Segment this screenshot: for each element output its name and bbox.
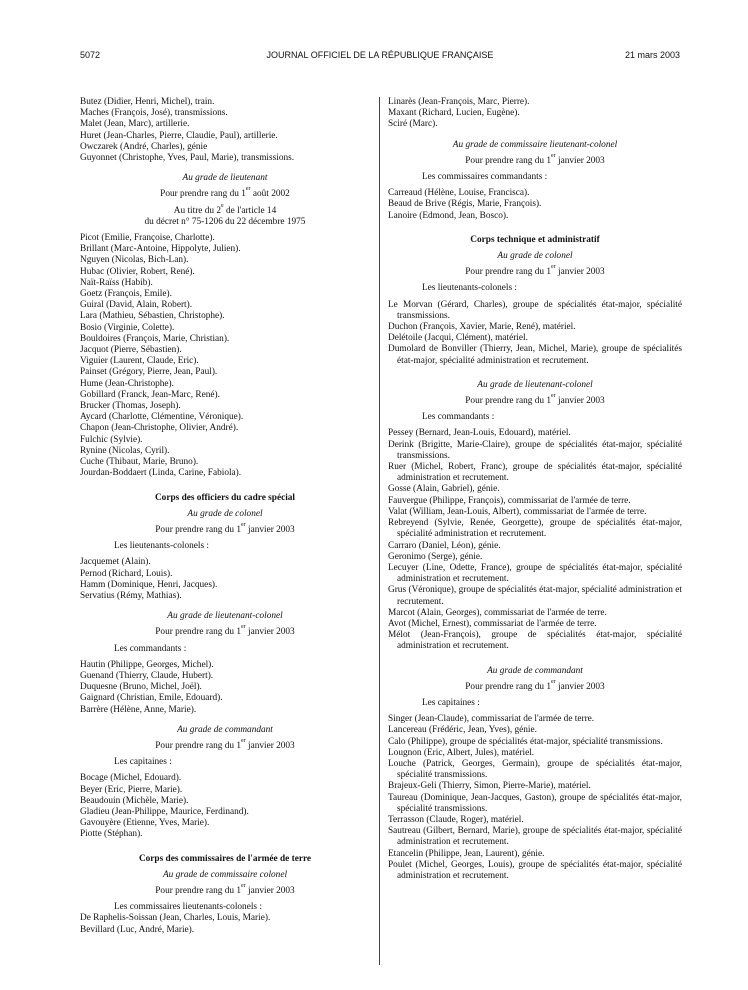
officer-entry: Goetz (François, Emile). [80, 289, 172, 300]
corps-heading: Corps des officiers du cadre spécial [154, 492, 296, 503]
officer-entry: Lara (Mathieu, Sébastien, Christophe). [80, 311, 225, 322]
officer-entry: Jacquemet (Alain). [80, 557, 151, 568]
officer-entry: Malet (Jean, Marc), artillerie. [80, 119, 190, 130]
section-grade-heading: Au grade de colonel [187, 508, 263, 519]
officer-entry: Grus (Véronique), groupe de spécialités état-major, spécialité administration et recrutement. [388, 585, 682, 607]
officer-entry: Dumolard de Bonviller (Thierry, Jean, Michel, Marie), groupe de spécialités état-major, spécialité administration et recrutement. [388, 344, 682, 366]
left-column [80, 97, 370, 936]
officer-entry: Servatius (Rémy, Mathias). [80, 590, 182, 601]
officer-entry: Hamm (Dominique, Henri, Jacques). [80, 579, 218, 590]
officer-entry: Rebreyend (Sylvie, Renée, Georgette), groupe de spécialités état-major, spécialité administration et recrutement. [388, 518, 682, 540]
officer-entry: Gobillard (Franck, Jean-Marc, René). [80, 389, 220, 400]
officer-entry: Le Morvan (Gérard, Charles), groupe de spécialités état-major, spécialité transmissions. [388, 299, 682, 321]
name-list [80, 660, 370, 716]
officer-entry: Guenand (Thierry, Claude, Hubert). [80, 670, 214, 681]
officer-entry: Bevillard (Luc, André, Marie). [80, 924, 195, 935]
corps-heading: Corps des commissaires de l'armée de terre [138, 853, 312, 864]
officer-entry: Painset (Grégory, Pierre, Jean, Paul). [80, 367, 218, 378]
officer-entry: Ruer (Michel, Robert, Franc), groupe de spécialités état-major, spécialité administration et recrutement. [388, 462, 682, 484]
rang-line: Pour prendre rang du 1er janvier 2003 [465, 393, 605, 407]
page-header [80, 50, 680, 64]
name-list [80, 97, 370, 164]
officer-entry: Aycard (Charlotte, Clémentine, Véronique). [80, 412, 244, 423]
officer-entry: Valat (William, Jean-Louis, Albert), commissariat de l'armée de terre. [388, 506, 647, 517]
rang-line: Pour prendre rang du 1er janvier 2003 [465, 152, 605, 166]
officer-entry: Picot (Emilie, Françoise, Charlotte). [80, 233, 215, 244]
officer-entry: Hume (Jean-Christophe). [80, 378, 174, 389]
name-list [388, 714, 682, 882]
corps-heading: Corps technique et administratif [470, 234, 600, 245]
officer-entry: Lanoire (Edmond, Jean, Bosco). [388, 210, 509, 221]
officer-entry: Delétoile (Jacqui, Clément), matériel. [388, 333, 528, 344]
journal-title: JOURNAL OFFICIEL DE LA RÉPUBLIQUE FRANÇAISE [266, 50, 494, 60]
officer-entry: Brillant (Marc-Antoine, Hippolyte, Julien). [80, 244, 241, 255]
rank-label: Les commissaires commandants : [422, 172, 548, 183]
rank-label: Les capitaines : [422, 697, 480, 708]
section-grade-heading: Au grade de lieutenant-colonel [477, 379, 593, 390]
officer-entry: Viguier (Laurent, Claude, Eric). [80, 356, 199, 367]
officer-entry: Pernod (Richard, Louis). [80, 568, 173, 579]
officer-entry: Gladieu (Jean-Philippe, Maurice, Ferdinand). [80, 806, 249, 817]
officer-entry: Rynine (Nicolas, Cyril). [80, 445, 170, 456]
officer-entry: Fauvergue (Philippe, François), commissariat de l'armée de terre. [388, 495, 631, 506]
page-number: 5072 [80, 50, 101, 60]
rang-line: Pour prendre rang du 1er janvier 2003 [155, 737, 295, 751]
officer-entry: Jacquot (Pierre, Sébastien). [80, 345, 182, 356]
officer-entry: Carraro (Daniel, Léon), génie. [388, 540, 501, 551]
rank-label: Les lieutenants-colonels : [422, 283, 518, 294]
issue-date: 21 mars 2003 [624, 50, 680, 60]
section-grade-heading: Au grade de commandant [487, 665, 583, 676]
decret-line: du décret n° 75-1206 du 22 décembre 1975 [144, 216, 306, 227]
officer-entry: Cuche (Thibaut, Marie, Bruno). [80, 457, 199, 468]
right-column [388, 97, 682, 882]
name-list [388, 188, 682, 222]
name-list [80, 913, 370, 935]
officer-entry: Brucker (Thomas, Joseph). [80, 401, 181, 412]
section-grade-heading: Au grade de lieutenant [182, 173, 268, 184]
name-list [80, 233, 370, 479]
rang-line: Pour prendre rang du 1er janvier 2003 [155, 882, 295, 896]
section-grade-heading: Au grade de commissaire colonel [162, 869, 288, 880]
officer-entry: Barrère (Hélène, Anne, Marie). [80, 704, 197, 715]
officer-entry: Lancereau (Frédéric, Jean, Yves), génie. [388, 725, 537, 736]
officer-entry: Pessey (Bernard, Jean-Louis, Edouard), matériel. [388, 428, 571, 439]
officer-entry: Owczarek (André, Charles), génie [80, 141, 208, 152]
officer-entry: Geronimo (Serge), génie. [388, 551, 483, 562]
officer-entry: Piotte (Stéphan). [80, 829, 143, 840]
officer-entry: Jourdan-Boddaert (Linda, Carine, Fabiola). [80, 468, 242, 479]
officer-entry: Bouldoires (François, Marie, Christian). [80, 333, 230, 344]
officer-entry: Calo (Philippe), groupe de spécialités état-major, spécialité transmissions. [388, 736, 663, 747]
name-list [80, 557, 370, 602]
rank-label: Les commandants : [422, 412, 495, 423]
officer-entry: Fulchic (Sylvie). [80, 434, 143, 445]
rang-line: Pour prendre rang du 1er janvier 2003 [155, 521, 295, 535]
section-grade-heading: Au grade de lieutenant-colonel [167, 611, 283, 622]
section-grade-heading: Au grade de commissaire lieutenant-colonel [452, 139, 618, 150]
rank-label: Les lieutenants-colonels : [114, 541, 210, 552]
officer-entry: Maches (François, José), transmissions. [80, 108, 228, 119]
officer-entry: Butez (Didier, Henri, Michel), train. [80, 97, 215, 107]
officer-entry: Sciré (Marc). [388, 119, 438, 130]
officer-entry: Louche (Patrick, Georges, Germain), groupe de spécialités état-major, spécialité transmissions. [388, 758, 682, 781]
officer-entry: Nguyen (Nicolas, Bich-Lan). [80, 255, 189, 266]
officer-entry: Maxant (Richard, Lucien, Eugène). [388, 108, 520, 119]
titre-line: Au titre du 2e de l'article 14 [173, 202, 277, 216]
officer-entry: Marcot (Alain, Georges), commissariat de l'armée de terre. [388, 607, 607, 618]
officer-entry: Terrasson (Claude, Roger), matériel. [388, 814, 524, 825]
officer-entry: Sautreau (Gilbert, Bernard, Marie), groupe de spécialités état-major, spécialité administration et recrutement. [388, 826, 682, 848]
name-list [388, 300, 682, 367]
officer-entry: Hautin (Philippe, Georges, Michel). [80, 659, 214, 670]
rank-label: Les commandants : [114, 643, 187, 654]
officer-entry: Beyer (Eric, Pierre, Marie). [80, 784, 183, 795]
officer-entry: Gaignard (Christian, Emile, Edouard). [80, 693, 223, 704]
rang-line: Pour prendre rang du 1er janvier 2003 [465, 264, 605, 278]
officer-entry: Brajeux-Geli (Thierry, Simon, Pierre-Marie), matériel. [388, 781, 591, 792]
officer-entry: Lougnon (Eric, Albert, Jules), matériel. [388, 747, 535, 758]
rank-label: Les commissaires lieutenants-colonels : [114, 902, 262, 913]
officer-entry: Mélot (Jean-François), groupe de spécialités état-major, spécialité administration et recrutement. [388, 630, 682, 652]
rank-label: Les capitaines : [114, 757, 172, 768]
officer-entry: Poulet (Michel, Georges, Louis), groupe de spécialités état-major, spécialité administration et recrutement. [388, 859, 682, 881]
officer-entry: Linarès (Jean-François, Marc, Pierre). [388, 97, 530, 107]
officer-entry: Huret (Jean-Charles, Pierre, Claudie, Paul), artillerie. [80, 130, 278, 141]
officer-entry: Beaud de Brive (Régis, Marie, François). [388, 199, 542, 210]
officer-entry: Duquesne (Bruno, Michel, Joël). [80, 682, 202, 693]
column-divider [379, 97, 380, 965]
officer-entry: Gosse (Alain, Gabriel), génie. [388, 484, 500, 495]
rang-line: Pour prendre rang du 1er janvier 2003 [155, 624, 295, 638]
officer-entry: Avot (Michel, Ernest), commissariat de l'armée de terre. [388, 618, 597, 629]
officer-entry: Guiral (David, Alain, Robert). [80, 300, 193, 311]
officer-entry: Derink (Brigitte, Marie-Claire), groupe de spécialités état-major, spécialité transmissions. [388, 439, 682, 461]
rang-line: Pour prendre rang du 1er août 2002 [160, 186, 290, 200]
officer-entry: Naït-Raïss (Habib). [80, 277, 153, 288]
officer-entry: Etancelin (Philippe, Jean, Laurent), génie. [388, 848, 545, 859]
name-list [388, 97, 682, 131]
section-grade-heading: Au grade de colonel [497, 251, 573, 262]
officer-entry: De Raphelis-Soissan (Jean, Charles, Louis, Marie). [80, 913, 271, 924]
officer-entry: Duchon (François, Xavier, Marie, René), matériel. [388, 322, 576, 333]
section-grade-heading: Au grade de commandant [177, 724, 273, 735]
name-list [388, 428, 682, 652]
officer-entry: Taureau (Dominique, Jean-Jacques, Gaston), groupe de spécialités état-major, spécialité transmissions. [388, 792, 682, 814]
name-list [80, 773, 370, 840]
officer-entry: Bocage (Michel, Edouard). [80, 773, 182, 784]
officer-entry: Carreaud (Hélène, Louise, Francisca). [388, 188, 530, 199]
officer-entry: Guyonnet (Christophe, Yves, Paul, Marie), transmissions. [80, 153, 295, 164]
rang-line: Pour prendre rang du 1er janvier 2003 [465, 678, 605, 692]
officer-entry: Bosio (Virginie, Colette). [80, 322, 175, 333]
officer-entry: Gavouyère (Etienne, Yves, Marie). [80, 818, 210, 829]
officer-entry: Chapon (Jean-Christophe, Olivier, André). [80, 423, 239, 434]
officer-entry: Beaudouin (Michèle, Marie). [80, 795, 189, 806]
officer-entry: Lecuyer (Line, Odette, France), groupe de spécialités état-major, spécialité administration et recrutement. [388, 562, 682, 585]
officer-entry: Singer (Jean-Claude), commissariat de l'armée de terre. [388, 714, 595, 725]
officer-entry: Hubac (Olivier, Robert, René). [80, 266, 195, 277]
